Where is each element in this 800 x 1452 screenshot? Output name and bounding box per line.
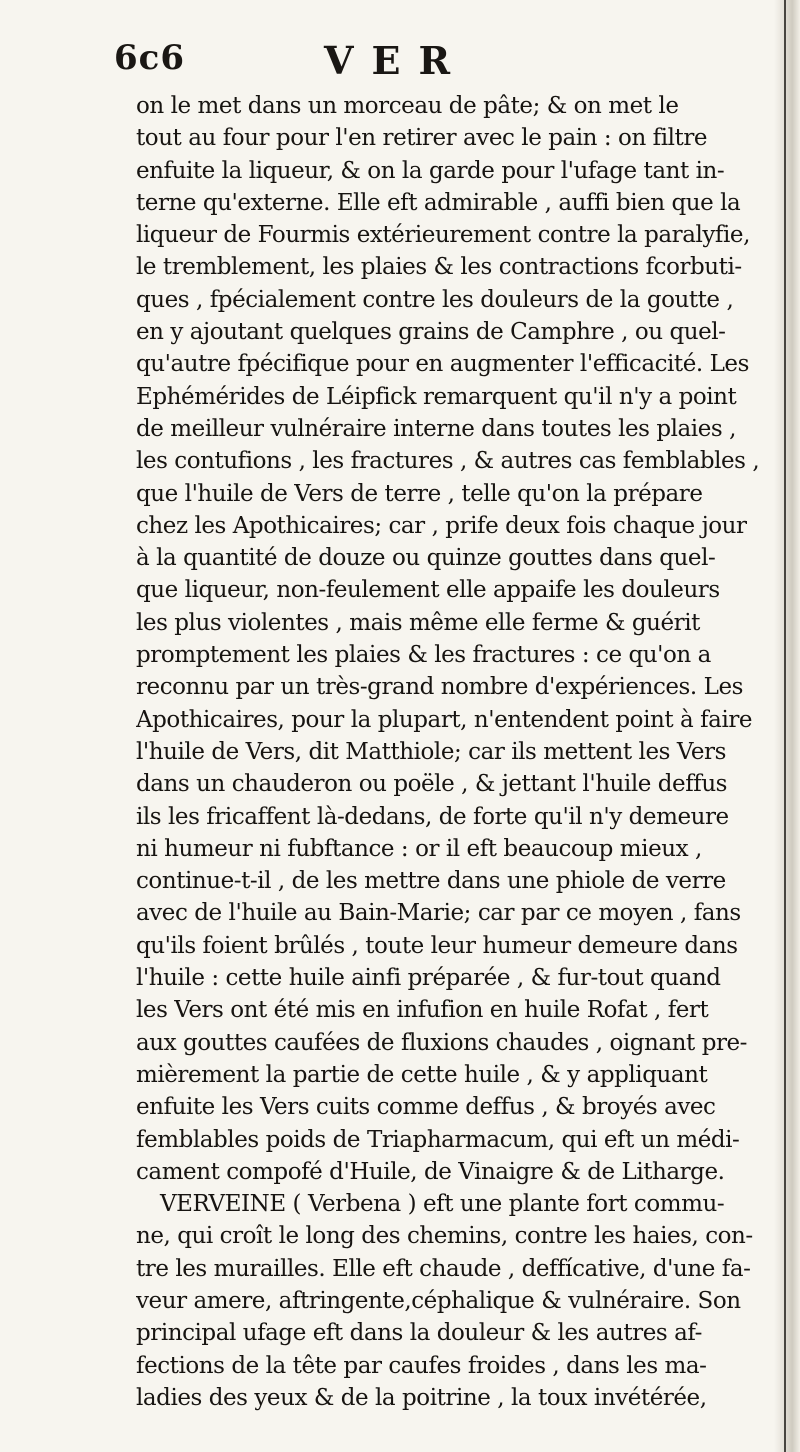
text-line: cament compofé d'Huile, de Vinaigre & de Litharge.: [136, 1158, 725, 1185]
text-line: avec de l'huile au Bain-Marie; car par ce moyen , fans: [136, 900, 741, 927]
text-line: de meilleur vulnéraire interne dans toutes les plaies ,: [136, 415, 736, 442]
text-line: qu'autre fpécifique pour en augmenter l'efficacité. Les: [136, 351, 749, 378]
text-line: à la quantité de douze ou quinze gouttes dans quel-: [136, 545, 716, 572]
text-line: les plus violentes , mais même elle ferme & guérit: [136, 609, 700, 636]
page-edge-shadow: [774, 0, 800, 1452]
page-edge-line: [784, 0, 786, 1452]
text-line: continue-t-il , de les mettre dans une phiole de verre: [136, 868, 726, 895]
text-line: enfuite la liqueur, & on la garde pour l'ufage tant in-: [136, 157, 725, 184]
running-head: VER: [324, 38, 469, 83]
text-line: Ephémérides de Léipfick remarquent qu'il n'y a point: [136, 383, 737, 410]
text-line: reconnu par un très-grand nombre d'expériences. Les: [136, 674, 743, 701]
text-line: Apothicaires, pour la plupart, n'entendent point à faire: [136, 706, 753, 733]
text-line: promptement les plaies & les fractures : ce qu'on a: [136, 642, 711, 669]
text-line: ni humeur ni fubftance : or il eft beaucoup mieux ,: [136, 835, 702, 862]
text-line: fections de la tête par caufes froides , dans les ma-: [136, 1352, 707, 1379]
text-line: enfuite les Vers cuits comme deffus , & broyés avec: [136, 1094, 716, 1121]
text-line: les contufions , les fractures , & autres cas femblables ,: [136, 448, 760, 475]
text-line: liqueur de Fourmis extérieurement contre la paralyfie,: [136, 222, 750, 249]
text-line: ils les fricaffent là-dedans, de forte qu'il n'y demeure: [136, 803, 729, 830]
text-line: qu'ils foient brûlés , toute leur humeur demeure dans: [136, 932, 738, 959]
text-line: ne, qui croît le long des chemins, contre les haies, con-: [136, 1223, 753, 1250]
text-line: l'huile : cette huile ainfi préparée , & fur-tout quand: [136, 965, 721, 992]
text-line: dans un chauderon ou poële , & jettant l'huile deffus: [136, 771, 728, 798]
page-header: [114, 38, 734, 82]
text-line: tout au four pour l'en retirer avec le pain : on filtre: [136, 125, 708, 152]
text-line: femblables poids de Triapharmacum, qui eft un médi-: [136, 1126, 740, 1153]
text-line: terne qu'externe. Elle eft admirable , auffi bien que la: [136, 189, 741, 216]
text-line: aux gouttes caufées de fluxions chaudes , oignant pre-: [136, 1029, 747, 1056]
page-number: 6c6: [114, 38, 186, 78]
text-line: principal ufage eft dans la douleur & les autres af-: [136, 1320, 702, 1347]
text-line: en y ajoutant quelques grains de Camphre , ou quel-: [136, 319, 726, 346]
text-line-entry-start: VERVEINE ( Verbena ) eft une plante fort commu-: [160, 1191, 725, 1218]
text-line: chez les Apothicaires; car , prife deux fois chaque jour: [136, 512, 747, 539]
text-line: ques , fpécialement contre les douleurs de la goutte ,: [136, 286, 734, 313]
body-text: [136, 90, 776, 1414]
text-line: que l'huile de Vers de terre , telle qu'on la prépare: [136, 480, 703, 507]
text-line: l'huile de Vers, dit Matthiole; car ils mettent les Vers: [136, 738, 726, 765]
text-line: les Vers ont été mis en infufion en huile Rofat , fert: [136, 997, 709, 1024]
text-line: le tremblement, les plaies & les contractions fcorbuti-: [136, 254, 742, 281]
text-line: veur amere, aftringente,céphalique & vulnéraire. Son: [136, 1287, 741, 1314]
text-line: que liqueur, non-feulement elle appaife les douleurs: [136, 577, 720, 604]
text-line: ladies des yeux & de la poitrine , la toux invétérée,: [136, 1384, 707, 1411]
text-line: tre les murailles. Elle eft chaude , deffícative, d'une fa-: [136, 1255, 751, 1282]
text-line: mièrement la partie de cette huile , & y appliquant: [136, 1061, 708, 1088]
text-line: on le met dans un morceau de pâte; & on met le: [136, 93, 679, 119]
